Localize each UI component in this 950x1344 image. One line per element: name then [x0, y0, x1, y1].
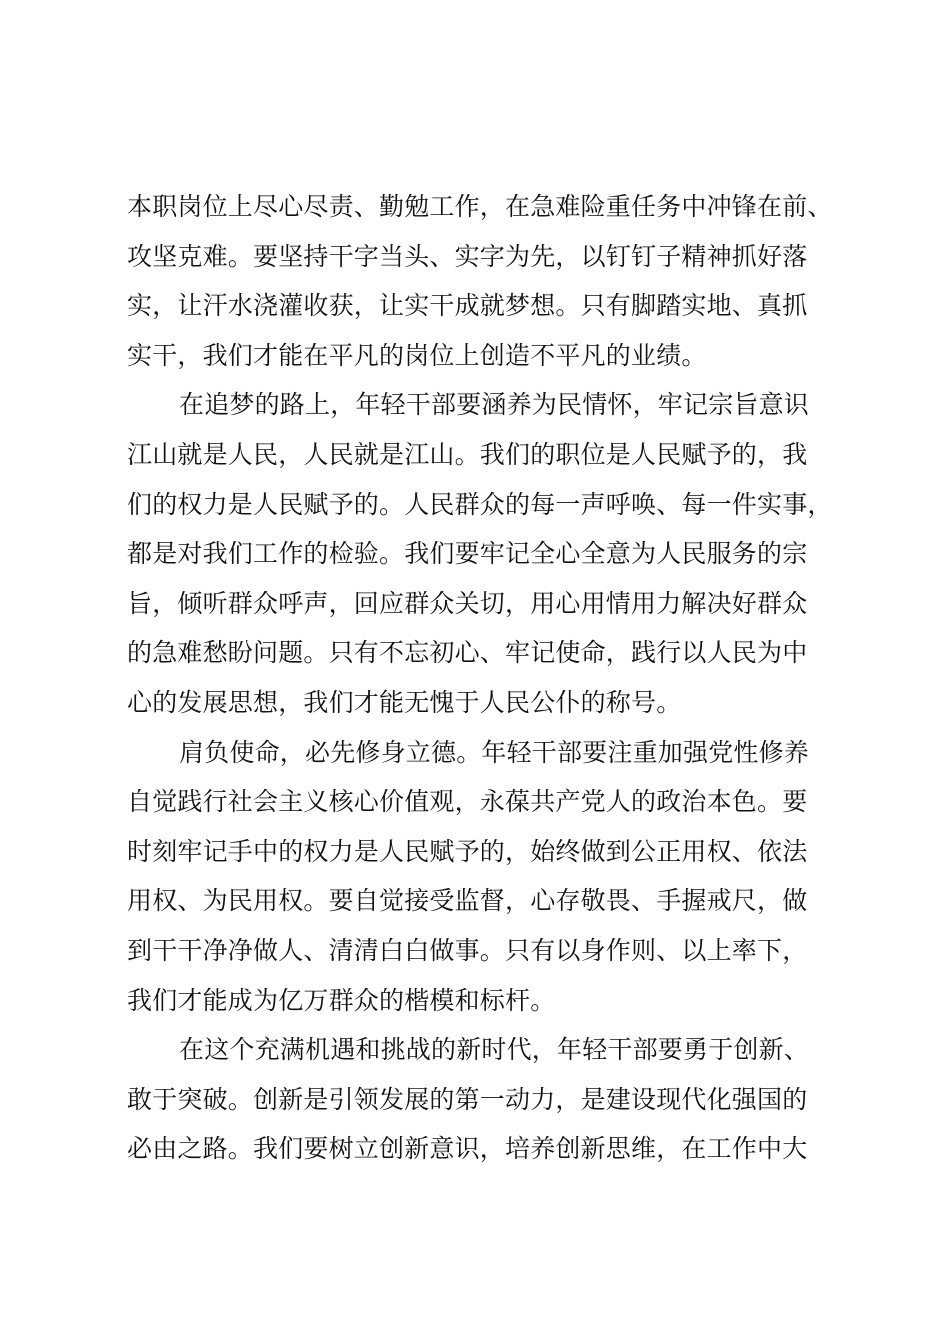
text-line: 我们才能成为亿万群众的楷模和标杆。: [127, 985, 556, 1015]
text-line: 实，让汗水浇灌收获，让实干成就梦想。只有脚踏实地、真抓: [127, 291, 808, 321]
text-line: 旨，倾听群众呼声，回应群众关切，用心用情用力解决好群众: [127, 588, 808, 618]
text-line: 自觉践行社会主义核心价值观，永葆共产党人的政治本色。要: [127, 787, 808, 817]
paragraph-first-line: 在这个充满机遇和挑战的新时代，年轻干部要勇于创新、: [179, 1035, 810, 1065]
text-line: 时刻牢记手中的权力是人民赋予的，始终做到公正用权、依法: [127, 836, 808, 866]
text-line: 必由之路。我们要树立创新意识，培养创新思维，在工作中大: [127, 1134, 808, 1164]
text-line: 用权、为民用权。要自觉接受监督，心存敬畏、手握戒尺，做: [127, 886, 808, 916]
text-line: 的急难愁盼问题。只有不忘初心、牢记使命，践行以人民为中: [127, 638, 808, 668]
text-line: 江山就是人民，人民就是江山。我们的职位是人民赋予的，我: [127, 439, 808, 469]
text-line: 实干，我们才能在平凡的岗位上创造不平凡的业绩。: [127, 340, 707, 370]
paragraph-first-line: 肩负使命，必先修身立德。年轻干部要注重加强党性修养: [179, 737, 810, 767]
text-line: 心的发展思想，我们才能无愧于人民公仆的称号。: [127, 687, 682, 717]
text-line: 攻坚克难。要坚持干字当头、实字为先，以钉钉子精神抓好落: [127, 241, 808, 271]
text-line: 们的权力是人民赋予的。人民群众的每一声呼唤、每一件实事，: [127, 489, 833, 519]
document-body: [127, 182, 847, 1174]
text-line: 都是对我们工作的检验。我们要牢记全心全意为人民服务的宗: [127, 539, 808, 569]
paragraph-first-line: 在追梦的路上，年轻干部要涵养为民情怀，牢记宗旨意识: [179, 390, 810, 420]
text-line: 到干干净净做人、清清白白做事。只有以身作则、以上率下，: [127, 935, 808, 965]
text-line: 敢于突破。创新是引领发展的第一动力，是建设现代化强国的: [127, 1084, 808, 1114]
text-line: 本职岗位上尽心尽责、勤勉工作，在急难险重任务中冲锋在前、: [127, 192, 833, 221]
